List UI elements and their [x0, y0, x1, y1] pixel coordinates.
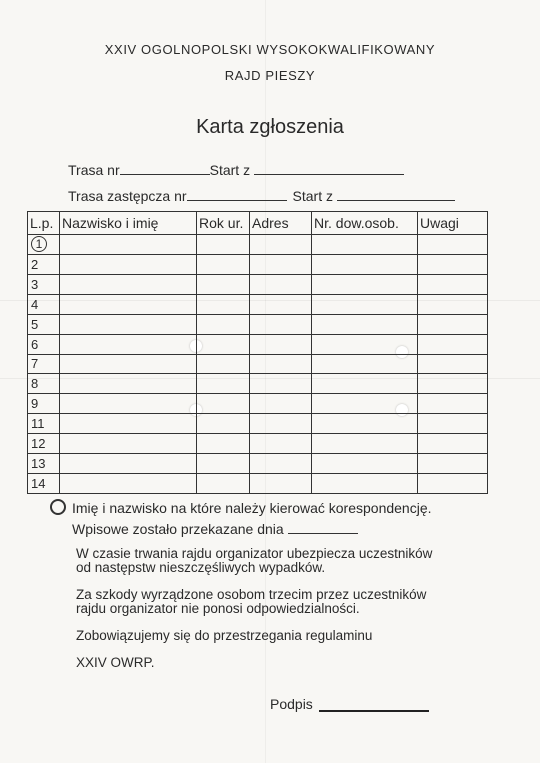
- row-number: 11: [28, 414, 60, 434]
- alt-start-blank[interactable]: [337, 199, 455, 201]
- id-number-cell[interactable]: [312, 454, 418, 474]
- col-header-birth-year: Rok ur.: [197, 212, 250, 235]
- table-row: [28, 454, 488, 474]
- name-cell[interactable]: [60, 235, 197, 255]
- fee-row: [72, 522, 358, 537]
- insurance-line-1: W czasie trwania rajdu organizator ubezpiecza uczestników: [76, 546, 433, 561]
- rules-name: XXIV OWRP.: [76, 655, 155, 670]
- header-line-2: RAJD PIESZY: [224, 68, 316, 83]
- name-cell[interactable]: [60, 454, 197, 474]
- id-number-cell[interactable]: [312, 374, 418, 394]
- birth-year-cell[interactable]: [197, 254, 250, 274]
- remarks-cell[interactable]: [418, 334, 488, 354]
- birth-year-cell[interactable]: [197, 434, 250, 454]
- route-field-row: [68, 162, 404, 178]
- id-number-cell[interactable]: [312, 394, 418, 414]
- form-title: Karta zgłoszenia: [196, 116, 344, 138]
- table-row: [28, 314, 488, 334]
- table-row: [28, 374, 488, 394]
- row-number: 2: [28, 254, 60, 274]
- row-number: 8: [28, 374, 60, 394]
- birth-year-cell[interactable]: [197, 374, 250, 394]
- name-cell[interactable]: [60, 314, 197, 334]
- name-cell[interactable]: [60, 414, 197, 434]
- table-header-row: [28, 212, 488, 235]
- table-row: [28, 414, 488, 434]
- alt-route-label: Trasa zastępcza nr: [68, 188, 187, 204]
- name-cell[interactable]: [60, 374, 197, 394]
- remarks-cell[interactable]: [418, 414, 488, 434]
- table-row: [28, 434, 488, 454]
- row-number: 9: [28, 394, 60, 414]
- table-row: [28, 235, 488, 255]
- rules-line: Zobowiązujemy się do przestrzegania regulaminu: [76, 628, 373, 643]
- start-label: Start z: [209, 162, 251, 178]
- alt-route-field-row: [68, 188, 455, 204]
- remarks-cell[interactable]: [418, 294, 488, 314]
- name-cell[interactable]: [60, 274, 197, 294]
- birth-year-cell[interactable]: [197, 354, 250, 374]
- row-number: 4: [28, 294, 60, 314]
- remarks-cell[interactable]: [418, 374, 488, 394]
- col-header-remarks: Uwagi: [418, 212, 488, 235]
- table-row: [28, 274, 488, 294]
- participants-table: [27, 211, 488, 494]
- id-number-cell[interactable]: [312, 235, 418, 255]
- birth-year-cell[interactable]: [197, 235, 250, 255]
- col-header-id-number: Nr. dow.osob.: [312, 212, 418, 235]
- name-cell[interactable]: [60, 394, 197, 414]
- birth-year-cell[interactable]: [197, 334, 250, 354]
- header-line-1: XXIV OGOLNOPOLSKI WYSOKOKWALIFIKOWANY: [104, 42, 436, 57]
- id-number-cell[interactable]: [312, 254, 418, 274]
- birth-year-cell[interactable]: [197, 294, 250, 314]
- address-cell[interactable]: [250, 414, 312, 434]
- row-number: 3: [28, 274, 60, 294]
- table-row: [28, 334, 488, 354]
- birth-year-cell[interactable]: [197, 474, 250, 494]
- row-number: 12: [28, 434, 60, 454]
- table-row: [28, 354, 488, 374]
- name-note-text: Imię i nazwisko na które należy kierować korespondencję.: [72, 500, 432, 516]
- row-number: 13: [28, 454, 60, 474]
- name-cell[interactable]: [60, 254, 197, 274]
- remarks-cell[interactable]: [418, 394, 488, 414]
- table-row: [28, 254, 488, 274]
- name-cell[interactable]: [60, 434, 197, 454]
- id-number-cell[interactable]: [312, 314, 418, 334]
- name-note: [50, 499, 432, 516]
- signature-label: Podpis: [270, 696, 313, 712]
- id-number-cell[interactable]: [312, 294, 418, 314]
- remarks-cell[interactable]: [418, 235, 488, 255]
- col-header-name: Nazwisko i imię: [60, 212, 197, 235]
- address-cell[interactable]: [250, 294, 312, 314]
- insurance-line-2: od następstw nieszczęśliwych wypadków.: [76, 560, 326, 575]
- fee-label: Wpisowe zostało przekazane dnia: [72, 521, 284, 537]
- row-number: 14: [28, 474, 60, 494]
- name-cell[interactable]: [60, 474, 197, 494]
- route-label: Trasa nr: [68, 162, 120, 178]
- id-number-cell[interactable]: [312, 434, 418, 454]
- address-cell[interactable]: [250, 434, 312, 454]
- address-cell[interactable]: [250, 394, 312, 414]
- address-cell[interactable]: [250, 454, 312, 474]
- address-cell[interactable]: [250, 474, 312, 494]
- address-cell[interactable]: [250, 374, 312, 394]
- liability-line-1: Za szkody wyrządzone osobom trzecim przez uczestników: [76, 587, 427, 602]
- address-cell[interactable]: [250, 354, 312, 374]
- signature-blank[interactable]: [319, 710, 429, 712]
- id-number-cell[interactable]: [312, 334, 418, 354]
- table-row: [28, 474, 488, 494]
- alt-start-label: Start z: [292, 188, 333, 204]
- address-cell[interactable]: [250, 254, 312, 274]
- remarks-cell[interactable]: [418, 254, 488, 274]
- remarks-cell[interactable]: [418, 354, 488, 374]
- circled-row-number: 1: [31, 236, 47, 252]
- row-number: [28, 235, 60, 255]
- col-header-address: Adres: [250, 212, 312, 235]
- remarks-cell[interactable]: [418, 434, 488, 454]
- birth-year-cell[interactable]: [197, 274, 250, 294]
- address-cell[interactable]: [250, 334, 312, 354]
- col-header-lp: L.p.: [28, 212, 60, 235]
- id-number-cell[interactable]: [312, 354, 418, 374]
- birth-year-cell[interactable]: [197, 414, 250, 434]
- id-number-cell[interactable]: [312, 474, 418, 494]
- row-number: 5: [28, 314, 60, 334]
- row-number: 7: [28, 354, 60, 374]
- name-cell[interactable]: [60, 334, 197, 354]
- signature-row: [270, 697, 429, 712]
- start-blank[interactable]: [254, 173, 404, 175]
- fee-date-blank[interactable]: [288, 532, 358, 534]
- remarks-cell[interactable]: [418, 314, 488, 334]
- remarks-cell[interactable]: [418, 274, 488, 294]
- birth-year-cell[interactable]: [197, 394, 250, 414]
- name-cell[interactable]: [60, 354, 197, 374]
- remarks-cell[interactable]: [418, 474, 488, 494]
- birth-year-cell[interactable]: [197, 314, 250, 334]
- route-blank[interactable]: [120, 173, 210, 175]
- name-cell[interactable]: [60, 294, 197, 314]
- table-row: [28, 394, 488, 414]
- address-cell[interactable]: [250, 274, 312, 294]
- table-row: [28, 294, 488, 314]
- birth-year-cell[interactable]: [197, 454, 250, 474]
- row-number: 6: [28, 334, 60, 354]
- address-cell[interactable]: [250, 235, 312, 255]
- id-number-cell[interactable]: [312, 414, 418, 434]
- liability-line-2: rajdu organizator nie ponosi odpowiedzialności.: [76, 601, 360, 616]
- address-cell[interactable]: [250, 314, 312, 334]
- alt-route-blank[interactable]: [187, 199, 287, 201]
- remarks-cell[interactable]: [418, 454, 488, 474]
- circle-marker-icon: [50, 499, 66, 515]
- id-number-cell[interactable]: [312, 274, 418, 294]
